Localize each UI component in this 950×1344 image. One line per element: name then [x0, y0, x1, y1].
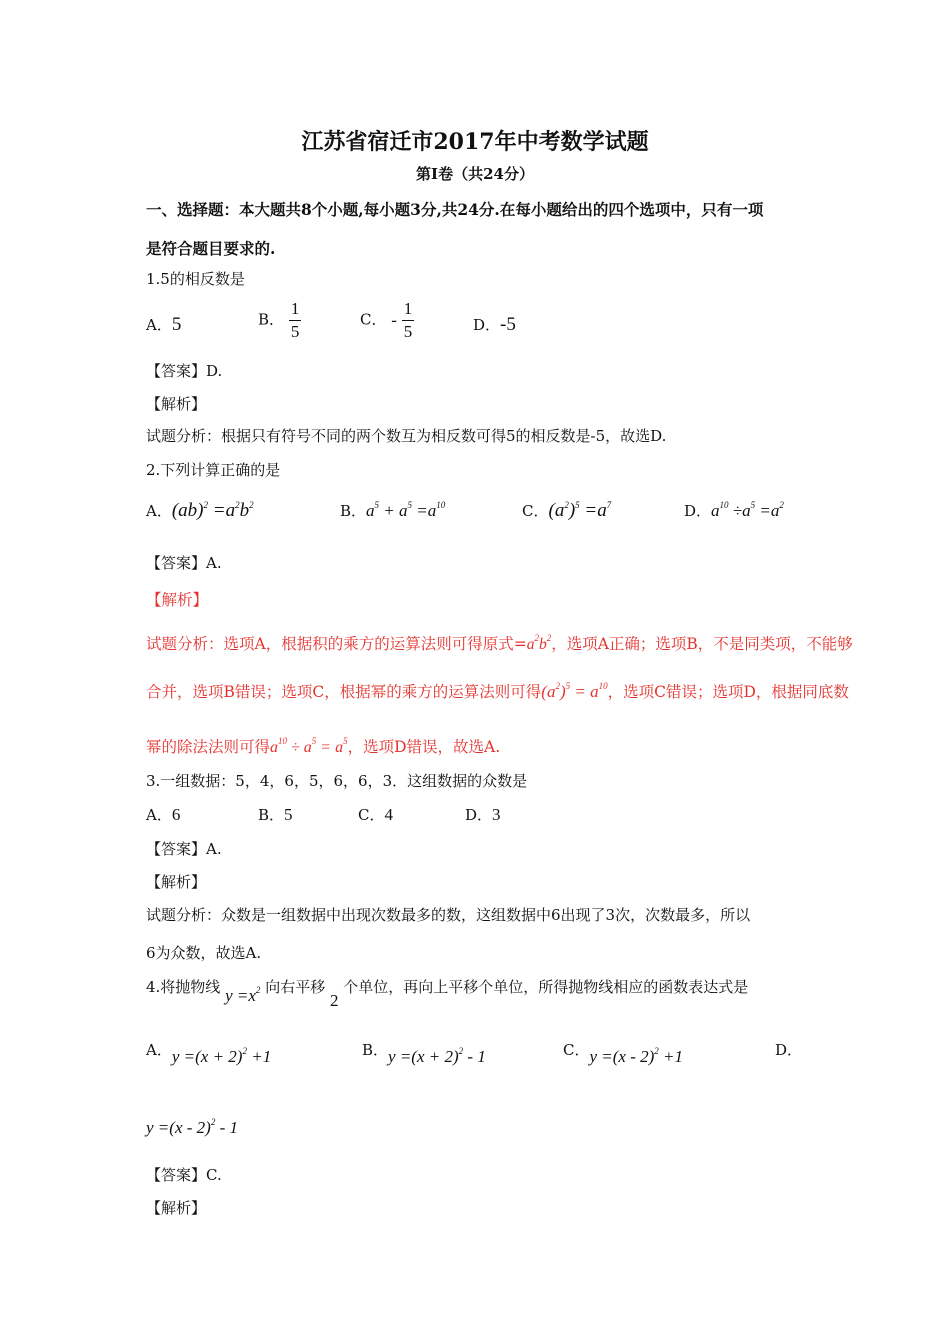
q1-analysis: 试题分析：根据只有符号不同的两个数互为相反数可得5的相反数是-5，故选D. — [146, 427, 667, 445]
q1-answer-value: D. — [206, 362, 223, 380]
q1-option-c-sign: - — [391, 310, 397, 330]
q2-analysis-line1-end: ，选项A正确；选项B，不是同类项，不能够 — [551, 635, 853, 653]
q1-option-c-numerator: 1 — [402, 298, 415, 321]
q2-option-d-formula: $a^{10} \div a^5 =a^2$ — [711, 500, 784, 520]
q3-option-b-label: B． — [258, 806, 285, 824]
q2-analysis-line3-end: ，选项D错误，故选A. — [347, 738, 501, 756]
q1-option-a-value: 5 — [171, 314, 182, 335]
q2-option-c — [522, 500, 611, 522]
q4-answer — [146, 1164, 222, 1185]
answer-label: 【答案】 — [146, 554, 207, 572]
q2-option-c-label: C． — [522, 502, 549, 520]
q3-option-b-value: 5 — [284, 805, 293, 824]
q4-option-a-label: A． — [146, 1041, 172, 1059]
q2-analysis-line3-start: 幂的除法法则可得 — [146, 738, 271, 756]
q1-option-b-numerator: 1 — [289, 298, 302, 321]
q2-option-a-formula: $(ab)^2 =a^2b^2$ — [171, 500, 254, 521]
q2-analysis-label: 【解析】 — [146, 591, 209, 609]
q4-stem-formula: $y =x^2$ — [225, 985, 261, 1005]
q4-option-c — [563, 1039, 684, 1066]
q2-analysis-line1 — [146, 632, 853, 654]
q1-stem: 1.5的相反数是 — [146, 270, 245, 288]
q4-option-c-formula: y =(x - 2)$^2$ +1 — [589, 1046, 684, 1066]
q2-answer-value: A. — [206, 554, 222, 572]
q1-option-c-denominator: 5 — [403, 322, 413, 341]
q1-option-c — [360, 298, 414, 343]
answer-label: 【答案】 — [146, 1166, 207, 1184]
q1-option-a — [146, 314, 181, 336]
q4-stem-shift: 2 — [330, 991, 339, 1010]
volume-heading: 第Ⅰ卷（共24分） — [416, 165, 534, 183]
q3-option-a — [146, 804, 180, 825]
q3-stem: 3.一组数据：5，4，6，5，6，6，3．这组数据的众数是 — [146, 772, 528, 790]
q1-option-c-fraction — [402, 298, 415, 343]
q3-option-b — [258, 804, 293, 825]
q2-stem: 2.下列计算正确的是 — [146, 461, 281, 479]
q1-option-d — [473, 314, 516, 336]
section-instructions-line2: 是符合题目要求的. — [146, 239, 276, 258]
q2-option-d — [684, 500, 784, 521]
q1-option-b-label: B． — [258, 310, 285, 329]
q2-analysis-formula-2: $(a^2)^5 = a^{10}$ — [541, 681, 608, 701]
q1-option-b — [258, 298, 301, 343]
q3-option-c-label: C． — [358, 806, 385, 824]
q1-option-b-denominator: 5 — [290, 322, 300, 341]
q2-answer — [146, 552, 222, 573]
q2-analysis-line3 — [146, 735, 500, 757]
q4-option-b-label: B． — [362, 1041, 389, 1059]
q2-option-a — [146, 500, 254, 522]
q2-analysis-line2-start: 合并，选项B错误；选项C，根据幂的乘方的运算法则可得 — [146, 683, 542, 701]
q4-analysis-label: 【解析】 — [146, 1199, 207, 1217]
q4-option-d-label: D． — [775, 1041, 803, 1059]
q3-analysis-line1: 试题分析：众数是一组数据中出现次数最多的数，这组数据中6出现了3次，次数最多，所以 — [146, 906, 751, 924]
q2-option-a-label: A． — [146, 502, 172, 520]
q3-answer — [146, 838, 222, 859]
q1-option-a-label: A． — [146, 316, 172, 334]
q2-analysis-line1-start: 试题分析：选项A，根据积的乘方的运算法则可得原式= — [146, 635, 527, 653]
q4-option-b — [362, 1039, 486, 1066]
q3-option-d-value: 3 — [492, 805, 501, 824]
q3-option-a-label: A． — [146, 806, 172, 824]
q2-option-b-formula: $a^5 + a^5 =a^{10}$ — [366, 500, 446, 520]
q4-option-a — [146, 1039, 272, 1066]
q2-analysis-line2-end: ，选项C错误；选项D，根据同底数 — [607, 683, 849, 701]
q4-stem — [146, 976, 749, 1010]
answer-label: 【答案】 — [146, 840, 207, 858]
q3-option-d-label: D． — [465, 806, 493, 824]
q3-analysis-label: 【解析】 — [146, 873, 207, 891]
q3-option-a-value: 6 — [171, 805, 181, 824]
q1-analysis-label: 【解析】 — [146, 395, 207, 413]
q4-option-c-label: C． — [563, 1041, 590, 1059]
q2-analysis-formula-3: $a^{10} \div a^5 = a^5$ — [270, 736, 348, 756]
q4-stem-start: 4.将抛物线 — [146, 978, 221, 996]
q1-option-b-fraction — [289, 298, 302, 343]
q1-option-d-label: D． — [473, 316, 501, 334]
q1-answer — [146, 360, 222, 381]
q2-option-c-formula: $(a^2)^5 =a^7$ — [548, 500, 612, 521]
q4-option-d-formula: y =(x - 2)$^2$ - 1 — [146, 1117, 238, 1137]
q4-stem-end: 个单位，再向上平移个单位，所得抛物线相应的函数表达式是 — [343, 978, 749, 996]
answer-label: 【答案】 — [146, 362, 207, 380]
q3-option-d — [465, 804, 501, 825]
q4-stem-middle: 向右平移 — [265, 978, 326, 996]
q2-option-d-label: D． — [684, 502, 712, 520]
q4-option-b-formula: $y =(x + 2)^2 - 1$ — [388, 1046, 486, 1066]
q4-option-a-formula: $y =(x + 2)^2 +1$ — [171, 1046, 272, 1066]
q2-analysis-line2 — [146, 680, 849, 702]
q2-option-b-label: B． — [340, 502, 367, 520]
section-instructions-line1: 一、选择题：本大题共8个小题,每小题3分,共24分.在每小题给出的四个选项中，只有一项 — [146, 200, 764, 219]
q2-option-b — [340, 500, 445, 521]
q1-option-c-label: C． — [360, 310, 387, 329]
q4-answer-value: C. — [206, 1166, 222, 1184]
q3-option-c — [358, 804, 393, 825]
q2-analysis-formula-1: $a^2b^2$ — [526, 633, 552, 653]
q1-option-d-value: -5 — [500, 314, 516, 335]
q3-answer-value: A. — [206, 840, 222, 858]
page-title: 江苏省宿迁市2017年中考数学试题 — [301, 129, 649, 155]
q3-analysis-line2: 6为众数，故选A. — [146, 944, 262, 962]
q3-option-c-value: 4 — [384, 805, 393, 824]
